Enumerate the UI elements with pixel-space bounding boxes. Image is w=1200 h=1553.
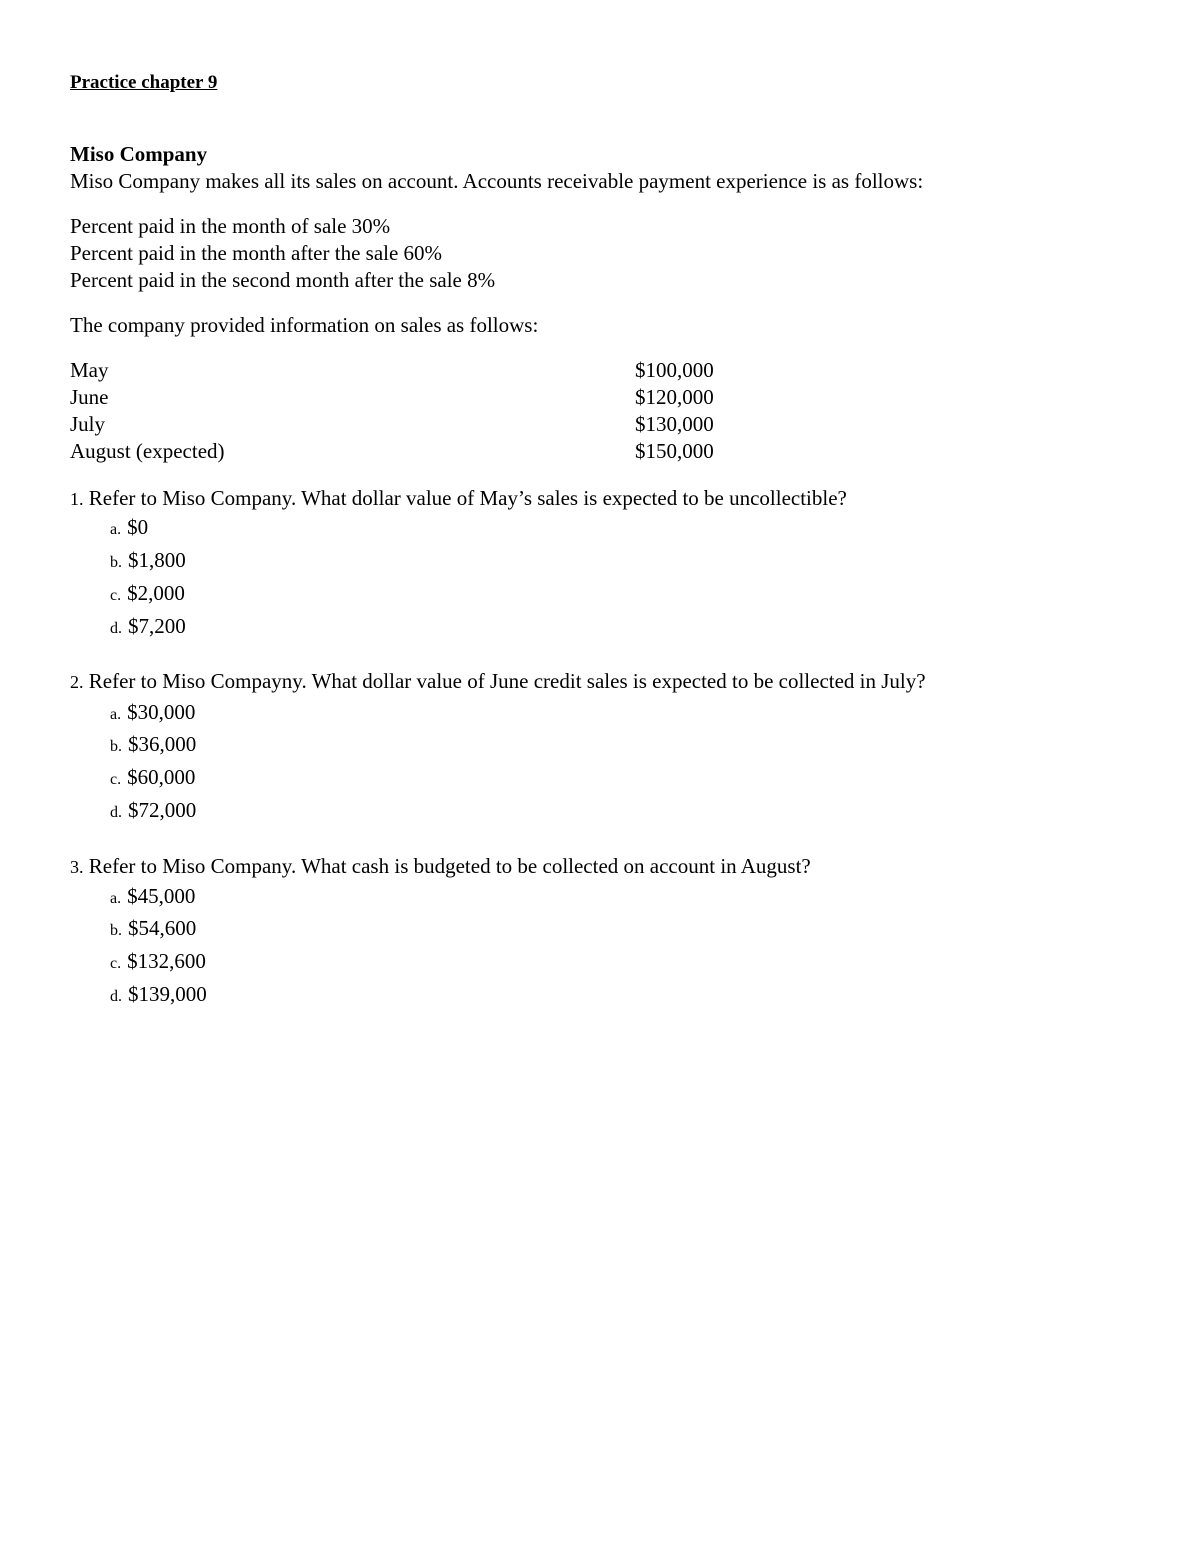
option-text: $30,000 <box>127 700 196 724</box>
payment-line-3: Percent paid in the second month after the sale 8% <box>70 268 496 292</box>
option-1b <box>110 547 186 576</box>
option-text: $132,600 <box>127 949 206 973</box>
option-letter: c. <box>110 587 122 604</box>
option-text: $60,000 <box>127 765 196 789</box>
option-letter: a. <box>110 890 122 907</box>
sales-intro: The company provided information on sales as follows: <box>70 313 539 337</box>
option-3c <box>110 948 206 977</box>
option-text: $2,000 <box>127 581 185 605</box>
option-1d <box>110 613 186 642</box>
question-text: Refer to Miso Company. What cash is budgeted to be collected on account in August? <box>88 854 811 878</box>
sales-month: July <box>70 412 106 436</box>
intro-paragraph: Miso Company makes all its sales on account. Accounts receivable payment experience is as follows: <box>70 169 924 193</box>
option-text: $139,000 <box>128 982 207 1006</box>
option-letter: c. <box>110 955 122 972</box>
sales-amount: $150,000 <box>635 439 714 463</box>
question-text: Refer to Miso Company. What dollar value of May’s sales is expected to be uncollectible? <box>88 486 847 510</box>
option-text: $1,800 <box>128 548 186 572</box>
option-letter: d. <box>110 804 122 821</box>
option-1c <box>110 580 185 609</box>
option-text: $36,000 <box>128 732 197 756</box>
sales-month: August (expected) <box>70 439 225 463</box>
option-letter: a. <box>110 706 122 723</box>
option-text: $45,000 <box>127 884 196 908</box>
sales-amount: $100,000 <box>635 358 714 382</box>
question-3 <box>70 853 811 881</box>
option-letter: b. <box>110 738 122 755</box>
payment-line-2: Percent paid in the month after the sale 60% <box>70 241 443 265</box>
option-letter: b. <box>110 922 122 939</box>
payment-line-1: Percent paid in the month of sale 30% <box>70 214 391 238</box>
option-text: $7,200 <box>128 614 186 638</box>
question-number: 1. <box>70 489 84 509</box>
option-2a <box>110 699 195 728</box>
sales-month: May <box>70 358 109 382</box>
page-title: Practice chapter 9 <box>70 72 218 93</box>
option-text: $0 <box>127 515 149 539</box>
option-text: $72,000 <box>128 798 197 822</box>
sales-amount: $120,000 <box>635 385 714 409</box>
question-2 <box>70 668 926 696</box>
sales-month: June <box>70 385 109 409</box>
question-number: 2. <box>70 672 84 692</box>
option-3d <box>110 981 207 1010</box>
sales-amount: $130,000 <box>635 412 714 436</box>
option-3b <box>110 915 196 944</box>
option-2c <box>110 764 195 793</box>
option-text: $54,600 <box>128 916 197 940</box>
company-heading: Miso Company <box>70 142 208 166</box>
question-text: Refer to Miso Compayny. What dollar value of June credit sales is expected to be collected in July? <box>88 669 926 693</box>
question-number: 3. <box>70 857 84 877</box>
option-2b <box>110 731 196 760</box>
option-letter: d. <box>110 620 122 637</box>
option-letter: c. <box>110 771 122 788</box>
option-1a <box>110 514 148 543</box>
option-3a <box>110 883 195 912</box>
option-2d <box>110 797 196 826</box>
option-letter: b. <box>110 554 122 571</box>
option-letter: a. <box>110 521 122 538</box>
option-letter: d. <box>110 988 122 1005</box>
question-1 <box>70 485 847 513</box>
